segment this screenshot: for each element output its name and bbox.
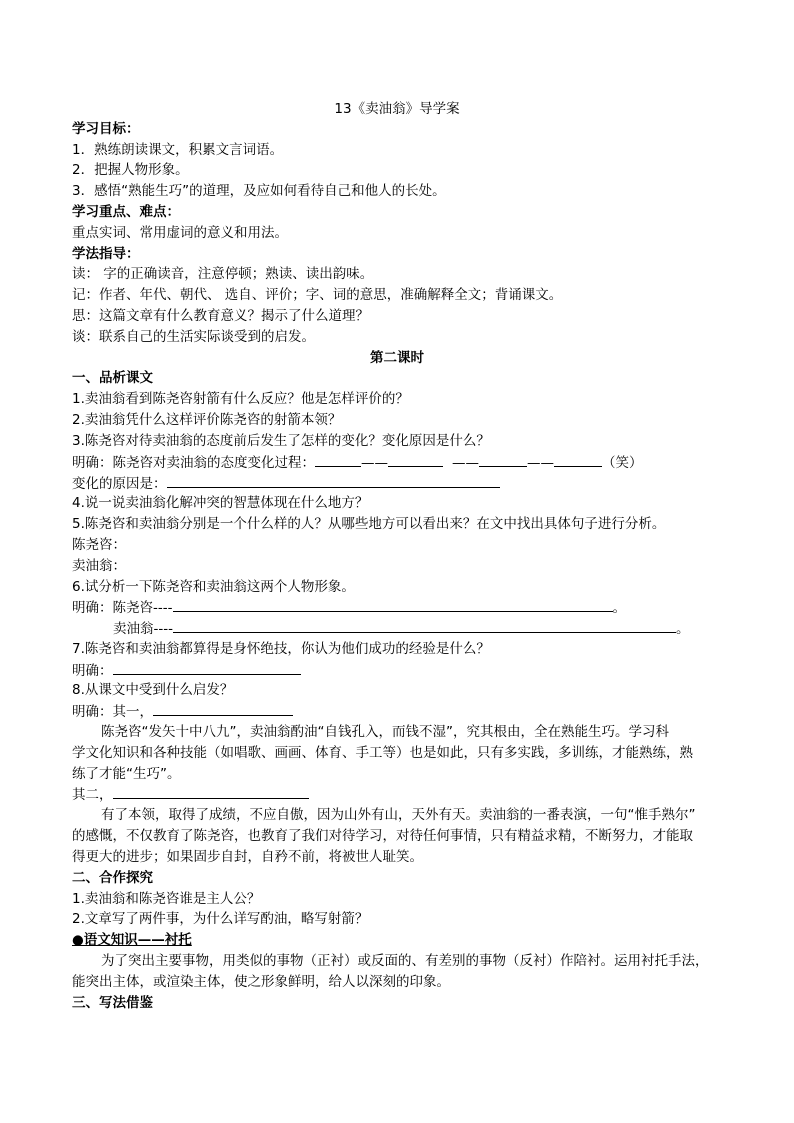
paragraph-line: 的感慨，不仅教育了陈尧咨，也教育了我们对待学习，对待任何事情，只有精益求精，不断努力，才能取	[72, 828, 693, 844]
method-item: 读： 字的正确读音，注意停顿；熟读、读出韵味。	[72, 266, 374, 282]
q6-answer-line	[113, 618, 690, 639]
answer-prefix: 其二，	[72, 787, 113, 803]
answer-suffix: （笑）	[602, 455, 643, 471]
answer-prefix: 明确：其一，	[72, 704, 153, 720]
q3-reason-line	[72, 473, 500, 494]
objective-item: 3．感悟“熟能生巧”的道理，及应如何看待自己和他人的长处。	[72, 183, 446, 199]
question: 2.文章写了两件事，为什么详写酌油，略写射箭？	[72, 911, 369, 927]
answer-label: 陈尧咨：	[72, 537, 126, 553]
blank[interactable]	[167, 473, 500, 488]
q3-answer-line	[72, 452, 643, 473]
blank[interactable]	[113, 660, 301, 675]
question: 1.卖油翁看到陈尧咨射箭有什么反应？他是怎样评价的？	[72, 391, 409, 407]
paragraph-line: 得更大的进步；如果固步自封，自矜不前，将被世人耻笑。	[72, 849, 423, 865]
blank[interactable]	[113, 784, 309, 799]
paragraph-line: 学文化知识和各种技能（如唱歌、画画、体育、手工等）也是如此，只有多实践，多训练，才能熟练，熟	[72, 745, 693, 761]
q8-second-line	[72, 784, 309, 805]
methods-heading: 学法指导：	[72, 246, 140, 262]
dash: ——	[452, 455, 479, 471]
question: 8.从课文中受到什么启发？	[72, 682, 234, 698]
section1-heading: 一、品析课文	[72, 370, 153, 386]
q6-answer-line	[72, 597, 626, 618]
paragraph-line: 陈尧咨“发矢十中八九”，卖油翁酌油“自钱孔入，而钱不湿”，究其根由，全在熟能生巧。学习科	[101, 724, 669, 740]
answer-prefix: 明确：陈尧咨对卖油翁的态度变化过程：	[72, 455, 315, 471]
answer-prefix: 明确：	[72, 663, 113, 679]
question: 2.卖油翁凭什么这样评价陈尧咨的射箭本领？	[72, 412, 342, 428]
question: 5.陈尧咨和卖油翁分别是一个什么样的人？从哪些地方可以看出来？在文中找出具体句子进行分析。	[72, 516, 666, 532]
document-title: 13《卖油翁》导学案	[334, 101, 460, 117]
answer-prefix: 变化的原因是：	[72, 476, 167, 492]
period: 。	[676, 621, 690, 637]
question: 1.卖油翁和陈尧咨谁是主人公？	[72, 891, 261, 907]
answer-prefix: 明确：陈尧咨----	[72, 600, 173, 616]
answer-prefix: 卖油翁----	[113, 621, 173, 637]
paragraph-line: 为了突出主要事物，用类似的事物（正衬）或反面的、有差别的事物（反衬）作陪衬。运用衬托手法，	[101, 953, 709, 969]
blank[interactable]	[554, 452, 602, 467]
answer-label: 卖油翁：	[72, 558, 126, 574]
section2-heading: 二、合作探究	[72, 870, 153, 886]
keypoints-heading: 学习重点、难点：	[72, 204, 180, 220]
question: 6.试分析一下陈尧咨和卖油翁这两个人物形象。	[72, 579, 355, 595]
knowledge-heading: ●语文知识——衬托	[72, 932, 192, 948]
period: 。	[612, 600, 626, 616]
question: 3.陈尧咨对待卖油翁的态度前后发生了怎样的变化？变化原因是什么？	[72, 433, 490, 449]
blank[interactable]	[173, 618, 676, 633]
blank[interactable]	[173, 597, 613, 612]
blank[interactable]	[153, 701, 293, 716]
objective-item: 2．把握人物形象。	[72, 162, 189, 178]
paragraph-line: 练了才能“生巧”。	[72, 766, 181, 782]
method-item: 记：作者、年代、朝代、 选自、评价；字、词的意思，准确解释全文；背诵课文。	[72, 287, 563, 303]
dash: ——	[361, 455, 388, 471]
q7-answer-line	[72, 660, 301, 681]
keypoints-text: 重点实词、常用虚词的意义和用法。	[72, 225, 288, 241]
paragraph-line: 有了本领，取得了成绩，不应自傲，因为山外有山，天外有天。卖油翁的一番表演，一句“惟手熟尔”	[101, 807, 696, 823]
question: 4.说一说卖油翁化解冲突的智慧体现在什么地方？	[72, 495, 369, 511]
method-item: 谈：联系自己的生活实际谈受到的启发。	[72, 329, 315, 345]
blank[interactable]	[479, 452, 527, 467]
objective-item: 1．熟练朗读课文，积累文言词语。	[72, 142, 284, 158]
lesson-heading: 第二课时	[370, 350, 424, 366]
question: 7.陈尧咨和卖油翁都算得是身怀绝技，你认为他们成功的经验是什么？	[72, 641, 490, 657]
paragraph-line: 能突出主体，或渲染主体，使之形象鲜明，给人以深刻的印象。	[72, 974, 450, 990]
dash: ——	[527, 455, 554, 471]
section3-heading: 三、写法借鉴	[72, 995, 153, 1011]
blank[interactable]	[315, 452, 361, 467]
blank[interactable]	[388, 452, 443, 467]
objectives-heading: 学习目标：	[72, 121, 140, 137]
q8-answer-line	[72, 701, 293, 722]
method-item: 思：这篇文章有什么教育意义？揭示了什么道理？	[72, 308, 369, 324]
